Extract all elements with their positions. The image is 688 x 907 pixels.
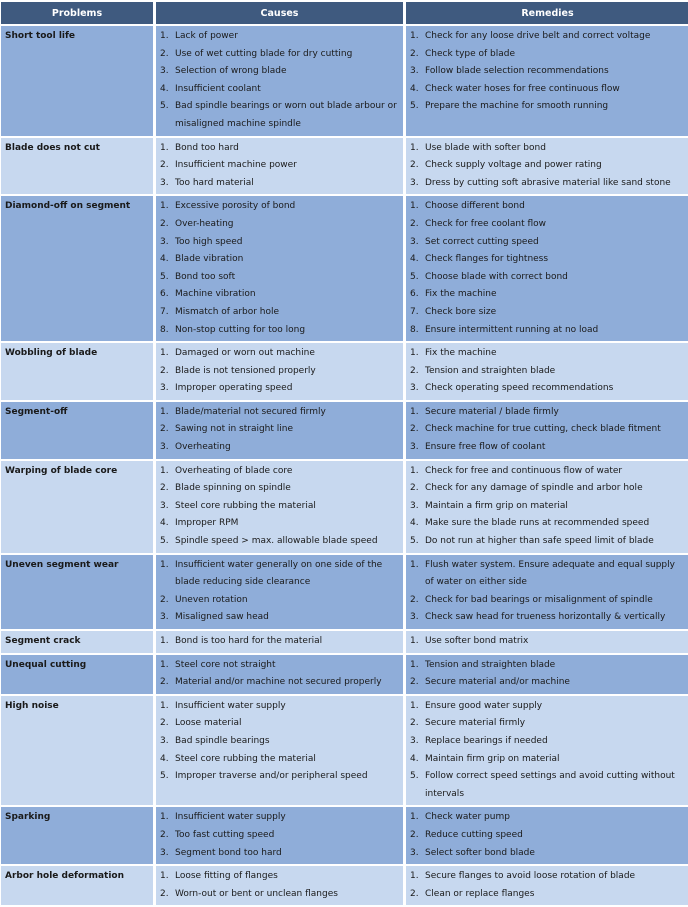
cause-item: Blade/material not secured firmly — [175, 406, 326, 417]
problem-cell: Uneven segment wear — [1, 555, 153, 629]
cause-item: Bond too hard — [175, 142, 239, 153]
remedy-item: Ensure good water supply — [425, 700, 543, 711]
causes-list — [160, 463, 399, 551]
remedy-item: Check for free and continuous flow of water — [425, 465, 623, 476]
causes-list — [160, 698, 399, 786]
table-row — [1, 402, 688, 459]
causes-list — [160, 140, 399, 193]
remedy-item: Set correct cutting speed — [425, 236, 539, 247]
remedies-cell — [406, 461, 688, 553]
remedies-cell — [406, 696, 688, 806]
remedy-item: Secure material firmly — [425, 718, 526, 729]
header-causes: Causes — [156, 2, 403, 24]
remedy-item: Secure flanges to avoid loose rotation of blade — [425, 871, 636, 882]
causes-cell — [156, 696, 403, 806]
remedies-cell — [406, 402, 688, 459]
remedy-item: Check saw head for trueness horizontally & vertically — [425, 612, 666, 623]
remedy-item: Dress by cutting soft abrasive material like sand stone — [425, 177, 671, 188]
cause-item: Bad spindle bearings or worn out blade arbour or misaligned machine spindle — [175, 101, 397, 129]
causes-list — [160, 633, 399, 651]
header-row — [1, 2, 688, 24]
causes-list — [160, 657, 399, 692]
remedies-list — [410, 345, 685, 398]
cause-item: Damaged or worn out machine — [175, 348, 315, 359]
remedy-item: Fix the machine — [425, 348, 497, 359]
causes-cell — [156, 196, 403, 341]
remedy-item: Select softer bond blade — [425, 847, 535, 858]
problem-cell: Blade does not cut — [1, 138, 153, 195]
cause-item: Too fast cutting speed — [175, 829, 275, 840]
remedies-list — [410, 198, 685, 339]
remedy-item: Clean or replace flanges — [425, 888, 535, 899]
cause-item: Improper operating speed — [175, 383, 293, 394]
remedy-item: Choose different bond — [425, 201, 525, 212]
causes-cell — [156, 631, 403, 653]
remedy-item: Follow correct speed settings and avoid cutting without intervals — [425, 771, 675, 799]
remedies-list — [410, 28, 685, 116]
remedy-item: Ensure free flow of coolant — [425, 442, 546, 453]
cause-item: Too hard material — [175, 177, 254, 188]
remedy-item: Fix the machine — [425, 289, 497, 300]
remedies-cell — [406, 866, 688, 905]
cause-item: Selection of wrong blade — [175, 66, 287, 77]
remedies-cell — [406, 555, 688, 629]
problem-cell: Warping of blade core — [1, 461, 153, 553]
remedy-item: Use blade with softer bond — [425, 142, 546, 153]
cause-item: Improper traverse and/or peripheral speed — [175, 771, 368, 782]
remedy-item: Check operating speed recommendations — [425, 383, 614, 394]
cause-item: Steel core not straight — [175, 659, 276, 670]
remedies-cell — [406, 343, 688, 400]
remedies-list — [410, 633, 685, 651]
causes-cell — [156, 655, 403, 694]
remedy-item: Secure material / blade firmly — [425, 406, 559, 417]
cause-item: Use of wet cutting blade for dry cutting — [175, 48, 353, 59]
remedy-item: Check for bad bearings or misalignment of spindle — [425, 594, 653, 605]
cause-item: Insufficient machine power — [175, 160, 297, 171]
remedy-item: Maintain firm grip on material — [425, 753, 560, 764]
remedy-item: Check supply voltage and power rating — [425, 160, 602, 171]
remedies-list — [410, 657, 685, 692]
problem-cell: Segment-off — [1, 402, 153, 459]
cause-item: Over-heating — [175, 218, 234, 229]
header-problems: Problems — [1, 2, 153, 24]
cause-item: Too high speed — [175, 236, 243, 247]
problem-cell: Diamond-off on segment — [1, 196, 153, 341]
cause-item: Misaligned saw head — [175, 612, 269, 623]
cause-item: Steel core rubbing the material — [175, 753, 316, 764]
remedy-item: Choose blade with correct bond — [425, 271, 568, 282]
remedy-item: Maintain a firm grip on material — [425, 500, 568, 511]
table-row — [1, 807, 688, 864]
remedies-list — [410, 698, 685, 804]
remedy-item: Check for any loose drive belt and correct voltage — [425, 31, 651, 41]
cause-item: Sawing not in straight line — [175, 424, 294, 435]
cause-item: Insufficient coolant — [175, 83, 261, 94]
table-row — [1, 138, 688, 195]
cause-item: Loose material — [175, 718, 242, 729]
remedy-item: Secure material and/or machine — [425, 677, 570, 688]
causes-list — [160, 345, 399, 398]
table-row — [1, 555, 688, 629]
remedy-item: Flush water system. Ensure adequate and equal supply of water on either side — [425, 559, 675, 588]
causes-list — [160, 198, 399, 339]
table-row — [1, 196, 688, 341]
remedy-item: Make sure the blade runs at recommended speed — [425, 518, 650, 529]
cause-item: Material and/or machine not secured properly — [175, 677, 382, 688]
cause-item: Blade is not tensioned properly — [175, 365, 316, 376]
remedies-cell — [406, 138, 688, 195]
remedy-item: Tension and straighten blade — [425, 365, 556, 376]
causes-cell — [156, 555, 403, 629]
table-row — [1, 461, 688, 553]
cause-item: Blade spinning on spindle — [175, 483, 291, 494]
cause-item: Lack of power — [175, 31, 238, 41]
problem-cell: Unequal cutting — [1, 655, 153, 694]
problem-cell: High noise — [1, 696, 153, 806]
table-row — [1, 26, 688, 136]
cause-item: Insufficient water supply — [175, 812, 286, 823]
problem-cell: Wobbling of blade — [1, 343, 153, 400]
cause-item: Machine vibration — [175, 289, 256, 300]
causes-cell — [156, 866, 403, 905]
causes-cell — [156, 26, 403, 136]
cause-item: Improper RPM — [175, 518, 239, 529]
problem-cell: Arbor hole deformation — [1, 866, 153, 905]
cause-item: Bad spindle bearings — [175, 735, 270, 746]
cause-item: Overheating of blade core — [175, 465, 293, 476]
remedies-cell — [406, 196, 688, 341]
causes-cell — [156, 461, 403, 553]
cause-item: Mismatch of arbor hole — [175, 306, 280, 317]
causes-list — [160, 557, 399, 627]
remedies-list — [410, 140, 685, 193]
remedy-item: Prepare the machine for smooth running — [425, 101, 609, 112]
cause-item: Steel core rubbing the material — [175, 500, 316, 511]
problem-cell: Segment crack — [1, 631, 153, 653]
remedies-cell — [406, 655, 688, 694]
table-row — [1, 696, 688, 806]
causes-list — [160, 404, 399, 457]
remedy-item: Check for any damage of spindle and arbor hole — [425, 483, 643, 494]
cause-item: Segment bond too hard — [175, 847, 282, 858]
causes-cell — [156, 402, 403, 459]
remedy-item: Check bore size — [425, 306, 497, 317]
cause-item: Insufficient water supply — [175, 700, 286, 711]
cause-item: Overheating — [175, 442, 231, 453]
remedy-item: Check type of blade — [425, 48, 516, 59]
cause-item: Non-stop cutting for too long — [175, 324, 306, 335]
table-row — [1, 631, 688, 653]
remedy-item: Check flanges for tightness — [425, 254, 549, 265]
header-remedies: Remedies — [406, 2, 688, 24]
remedy-item: Check water pump — [425, 812, 510, 823]
cause-item: Bond is too hard for the material — [175, 636, 323, 646]
cause-item: Blade vibration — [175, 254, 244, 265]
remedy-item: Tension and straighten blade — [425, 659, 556, 670]
remedy-item: Check machine for true cutting, check blade fitment — [425, 424, 661, 435]
remedies-list — [410, 868, 685, 903]
causes-list — [160, 28, 399, 134]
remedies-cell — [406, 631, 688, 653]
cause-item: Insufficient water generally on one side of the blade reducing side clearance — [175, 559, 383, 588]
remedies-list — [410, 557, 685, 627]
remedy-item: Ensure intermittent running at no load — [425, 324, 599, 335]
problem-cell: Short tool life — [1, 26, 153, 136]
table-row — [1, 343, 688, 400]
remedies-cell — [406, 807, 688, 864]
table-row — [1, 655, 688, 694]
remedy-item: Check for free coolant flow — [425, 218, 546, 229]
remedy-item: Reduce cutting speed — [425, 829, 523, 840]
cause-item: Spindle speed > max. allowable blade speed — [175, 536, 378, 547]
table-row — [1, 866, 688, 905]
causes-cell — [156, 138, 403, 195]
remedy-item: Use softer bond matrix — [425, 636, 529, 646]
remedies-list — [410, 809, 685, 862]
cause-item: Loose fitting of flanges — [175, 871, 278, 882]
table-body — [1, 26, 688, 905]
remedy-item: Check water hoses for free continuous flow — [425, 83, 620, 94]
remedy-item: Do not run at higher than safe speed limit of blade — [425, 536, 654, 547]
cause-item: Worn-out or bent or unclean flanges — [175, 888, 338, 899]
causes-list — [160, 868, 399, 903]
remedies-list — [410, 404, 685, 457]
causes-cell — [156, 807, 403, 864]
cause-item: Excessive porosity of bond — [175, 201, 296, 212]
causes-list — [160, 809, 399, 862]
problem-cell: Sparking — [1, 807, 153, 864]
remedies-cell — [406, 26, 688, 136]
cause-item: Uneven rotation — [175, 594, 248, 605]
remedies-list — [410, 463, 685, 551]
remedy-item: Follow blade selection recommendations — [425, 66, 609, 77]
causes-cell — [156, 343, 403, 400]
cause-item: Bond too soft — [175, 271, 236, 282]
remedy-item: Replace bearings if needed — [425, 735, 548, 746]
